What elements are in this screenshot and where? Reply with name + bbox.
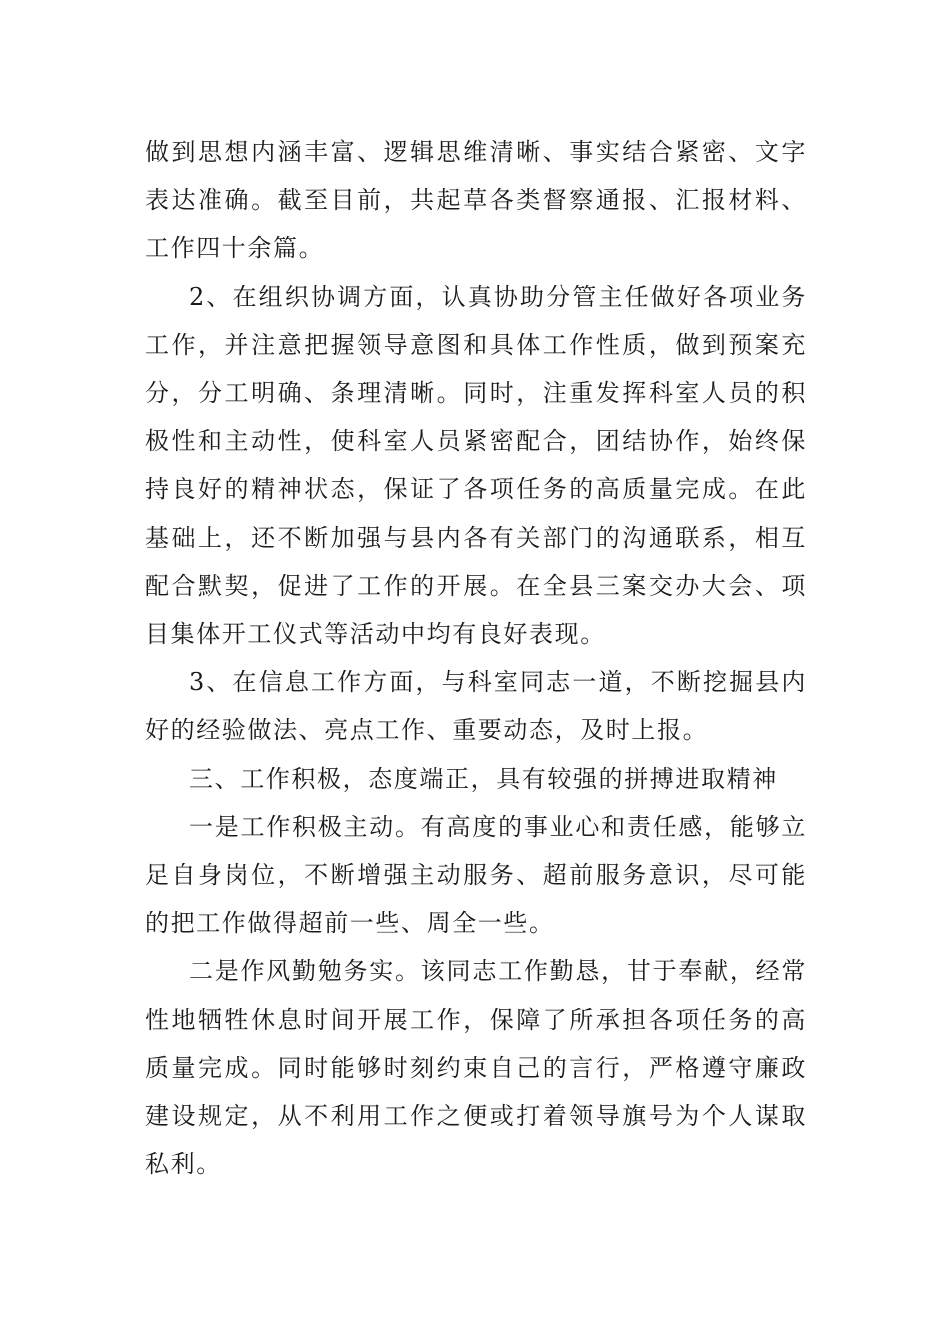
section-heading-three: 三、工作积极，态度端正，具有较强的拼搏进取精神: [189, 764, 778, 793]
paragraph-proactive-work: 一是工作积极主动。有高度的事业心和责任感，能够立足自身岗位，不断增强主动服务、超前服务意识，尽可能的把工作做得超前一些、周全一些。: [145, 812, 807, 938]
document-body: [145, 128, 807, 1188]
paragraph-information-work: 3、在信息工作方面，与科室同志一道，不断挖掘县内好的经验做法、亮点工作、重要动态，及时上报。: [145, 668, 807, 745]
paragraph-organization-coordination: 2、在组织协调方面，认真协助分管主任做好各项业务工作，并注意把握领导意图和具体工作性质，做到预案充分，分工明确、条理清晰。同时，注重发挥科室人员的积极性和主动性，使科室人员紧密配合，团结协作，始终保持良好的精神状态，保证了各项任务的高质量完成。在此基础上，还不断加强与县内各有关部门的沟通联系，相互配合默契，促进了工作的开展。在全县三案交办大会、项目集体开工仪式等活动中均有良好表现。: [145, 282, 807, 649]
paragraph-continuation: 做到思想内涵丰富、逻辑思维清晰、事实结合紧密、文字表达准确。截至目前，共起草各类督察通报、汇报材料、工作四十余篇。: [145, 138, 807, 263]
paragraph-diligent-style: 二是作风勤勉务实。该同志工作勤恳，甘于奉献，经常性地牺牲休息时间开展工作，保障了所承担各项任务的高质量完成。同时能够时刻约束自己的言行，严格遵守廉政建设规定，从不利用工作之便或打着领导旗号为个人谋取私利。: [145, 957, 807, 1179]
